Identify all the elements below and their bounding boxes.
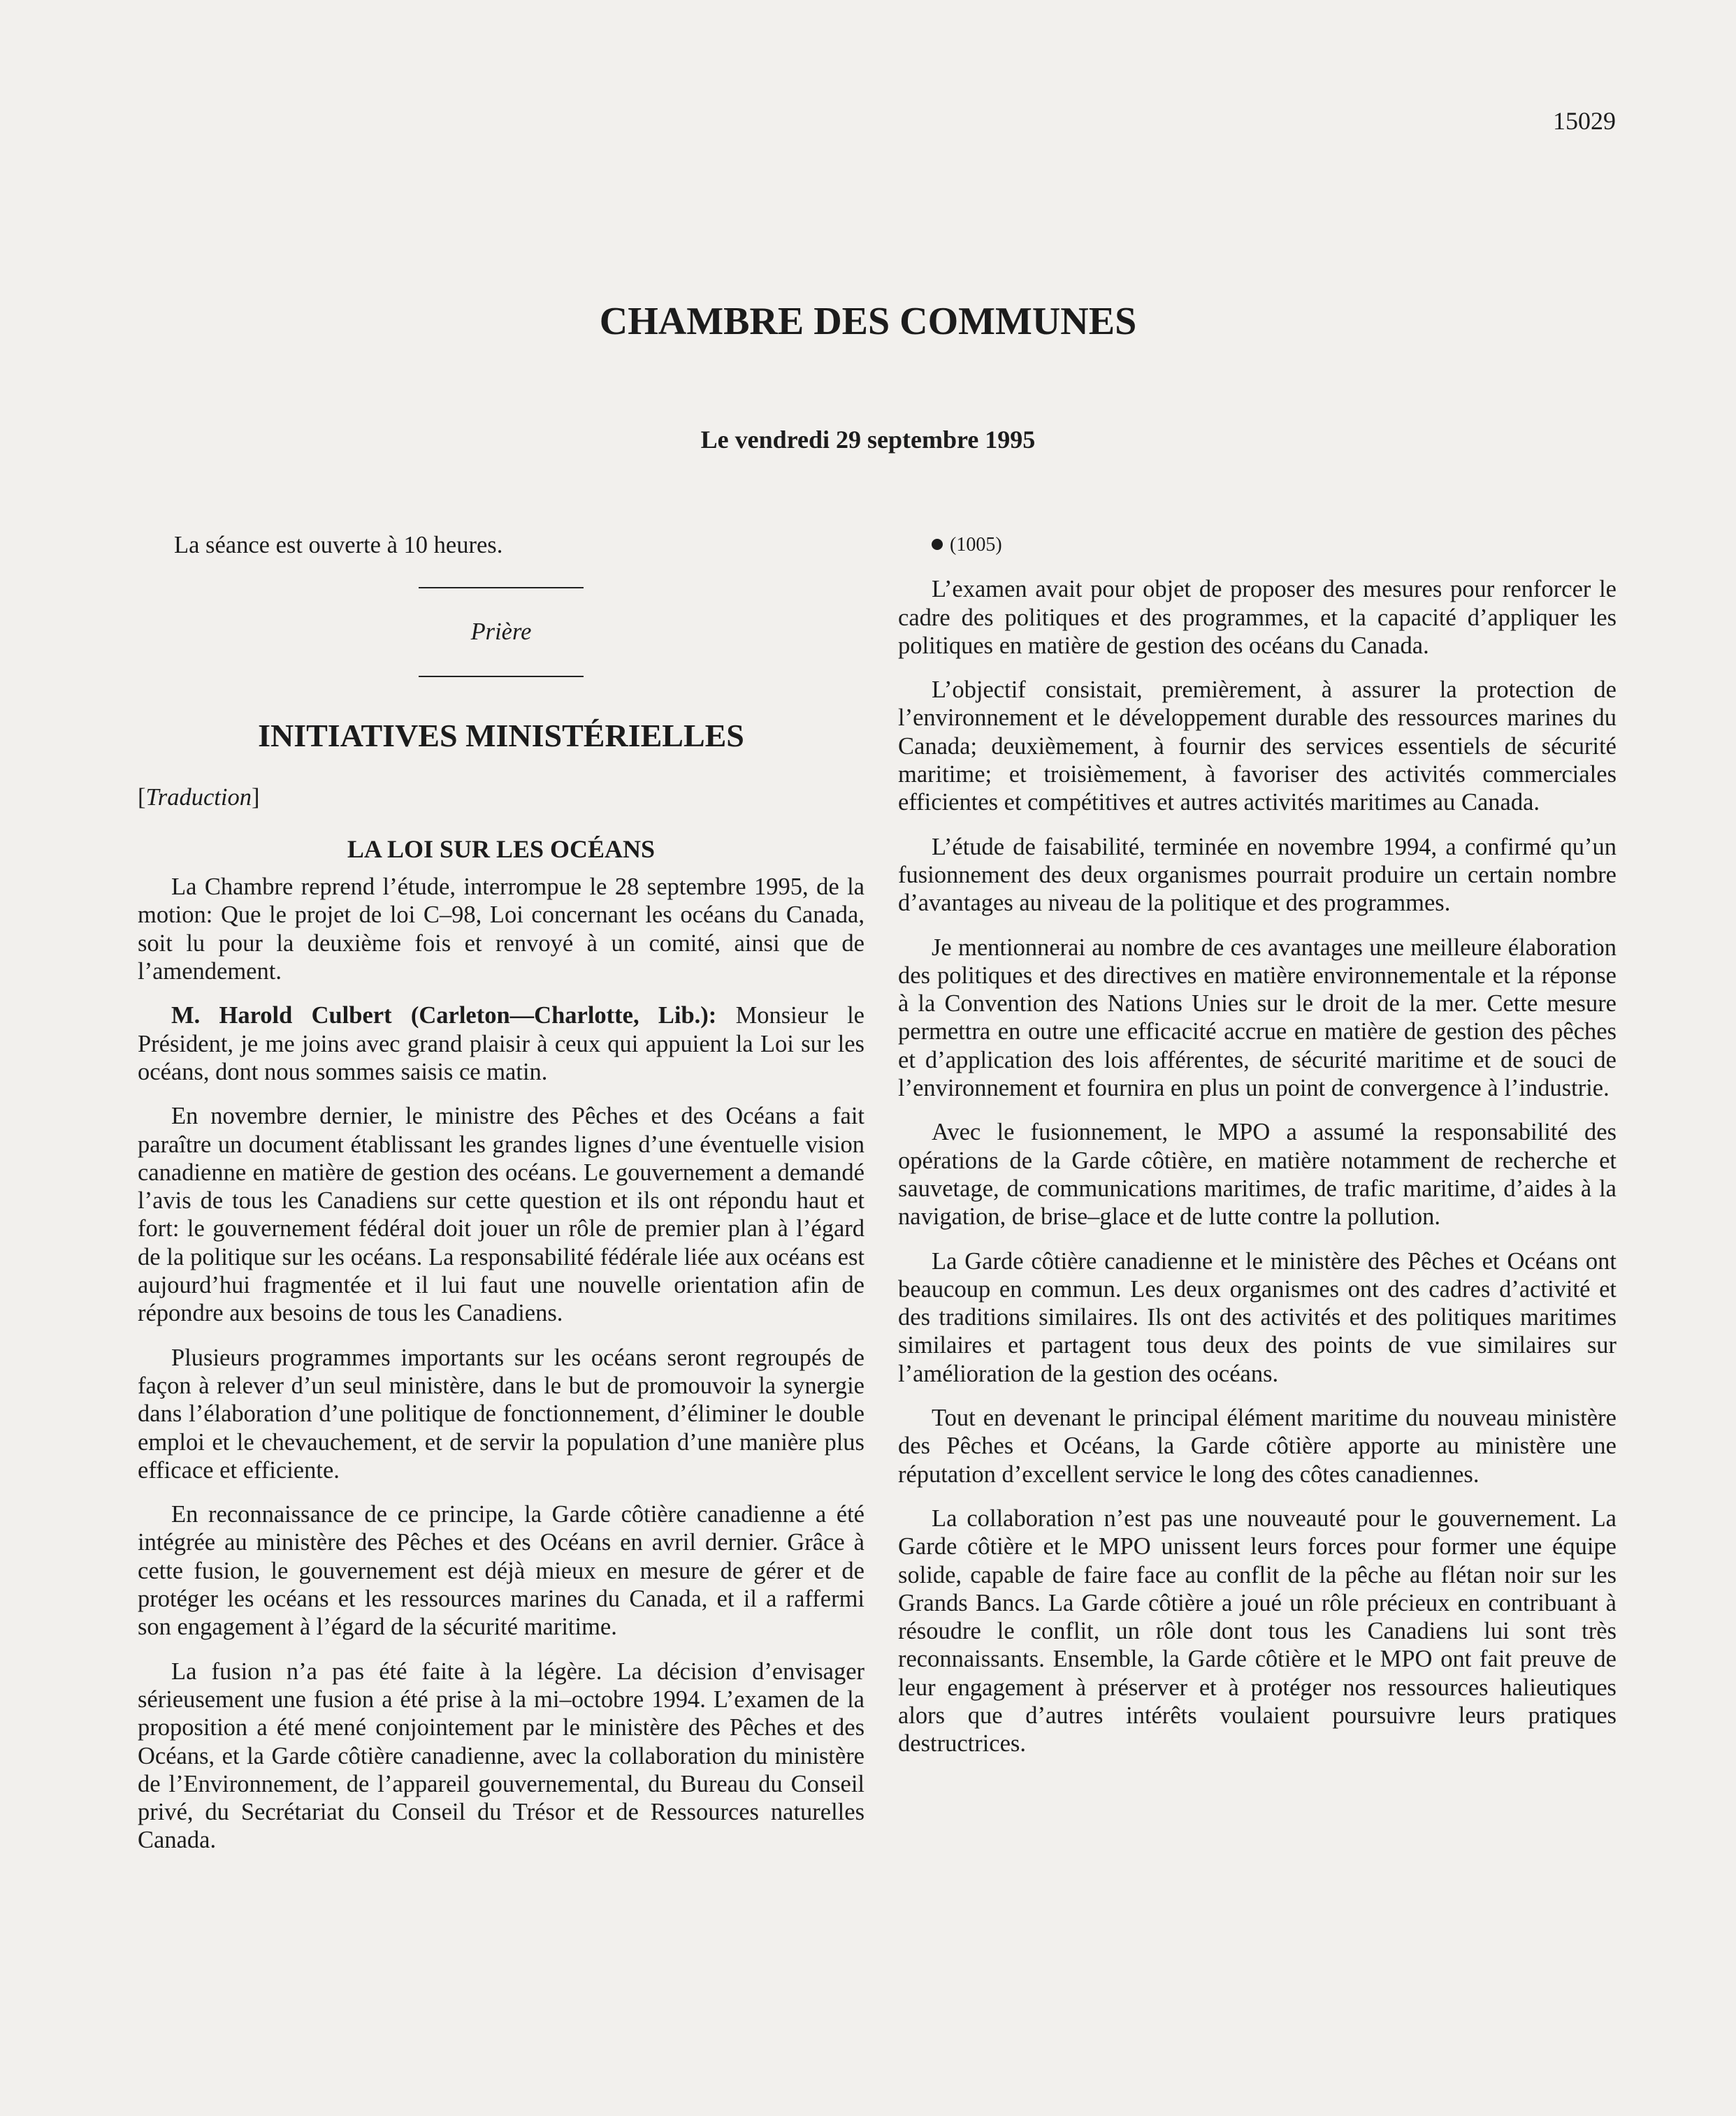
paragraph: La Chambre reprend l’étude, interrompue le 28 septembre 1995, de la motion: Que le projet de loi C–98, Loi concernant les océans du Canada, soit lu pour la deuxième fois et renvoyé à un comité, ainsi que de l’amendement. (138, 874, 865, 985)
sitting-date: Le vendredi 29 septembre 1995 (700, 426, 1036, 454)
paragraph: La Garde côtière canadienne et le ministère des Pêches et Océans ont beaucoup en commun. Les deux organismes ont des cadres d’activité et des traditions similaires. Ils ont des activités et des politiques maritimes similaires et partagent tous deux des points de vue similaires sur l’amélioration de la gestion des océans. (898, 1247, 1616, 1387)
page-number: 15029 (1553, 107, 1616, 135)
paragraph: En novembre dernier, le ministre des Pêches et des Océans a fait paraître un document établissant les grandes lignes d’une éventuelle vision canadienne en matière de gestion des océans. Le gouvernement a demandé l’avis de tous les Canadiens sur cette question et ils ont répondu haut et fort: le gouvernement fédéral doit jouer un rôle de premier plan à l’égard de la politique sur les océans. La responsabilité fédérale liée aux océans est aujourd’hui fragmentée et il lui faut une nouvelle orientation afin de répondre aux besoins de tous les Canadiens. (138, 1103, 865, 1327)
right-column (898, 531, 1616, 1774)
paragraph: La fusion n’a pas été faite à la légère. La décision d’envisager sérieusement une fusion a été prise à la mi–octobre 1994. L’examen de la proposition a été mené conjointement par le ministère des Pêches et des Océans, et la Garde côtière canadienne, avec la collaboration du ministère de l’Environnement, de l’appareil gouvernemental, du Bureau du Conseil privé, du Secrétariat du Conseil du Trésor et de Ressources naturelles Canada. (138, 1658, 865, 1854)
bill-subheading: LA LOI SUR LES OCÉANS (347, 834, 656, 863)
speech-paragraph (138, 1001, 865, 1086)
translation-note-open: [ (138, 783, 146, 811)
prayer-label: Prière (470, 618, 532, 646)
translation-note (138, 783, 865, 811)
divider-rule (419, 587, 584, 588)
paragraph: Je mentionnerai au nombre de ces avantages une meilleure élaboration des politiques et des directives en matière environnementale et la réponse à la Convention des Nations Unies sur le droit de la mer. Cette mesure permettra en outre une efficacité accrue en matière de gestion des pêches et d’application des lois afférentes, de sécurité maritime et de souci de l’environnement et fournira en plus un point de convergence à l’industrie. (898, 934, 1616, 1102)
page-title: CHAMBRE DES COMMUNES (599, 300, 1137, 343)
paragraph: L’objectif consistait, premièrement, à assurer la protection de l’environnement et le développement durable des ressources marines du Canada; deuxièmement, à fournir des services essentiels de sécurité maritime; et troisièmement, à favoriser des activités commerciales efficientes et compétitives et autres activités maritimes au Canada. (898, 676, 1616, 816)
paragraph: En reconnaissance de ce principe, la Garde côtière canadienne a été intégrée au ministère des Pêches et des Océans en avril dernier. Grâce à cette fusion, le gouvernement est déjà mieux en mesure de gérer et de protéger les océans et les ressources marines du Canada, et il a raffermi son engagement à l’égard de la sécurité maritime. (138, 1501, 865, 1641)
timestamp-text: (1005) (950, 534, 1002, 556)
speaker-name: M. Harold Culbert (Carleton—Charlotte, Lib.): (171, 1002, 717, 1029)
left-column (138, 531, 865, 1871)
paragraph: L’examen avait pour objet de proposer des mesures pour renforcer le cadre des politiques et des programmes, et la capacité d’appliquer les politiques en matière de gestion des océans du Canada. (898, 576, 1616, 659)
speech-text: Monsieur le Président, je me joins avec grand plaisir à ceux qui appuient la Loi sur les océans, dont nous sommes saisis ce matin. (138, 1002, 865, 1085)
paragraph: L’étude de faisabilité, terminée en novembre 1994, a confirmé qu’un fusionnement des deux organismes pourrait produire un certain nombre d’avantages au niveau de la politique et des programmes. (898, 833, 1616, 917)
section-heading: INITIATIVES MINISTÉRIELLES (258, 717, 744, 753)
paragraph: La collaboration n’est pas une nouveauté pour le gouvernement. La Garde côtière et le MPO unissent leurs forces pour former une équipe solide, capable de faire face au conflit de la pêche au flétan noir sur les Grands Bancs. La Garde côtière a joué un rôle précieux en contribuant à résoudre le conflit, un rôle dont tous les Canadiens lui sont très reconnaissants. Ensemble, la Garde côtière et le MPO ont fait preuve de leur engagement à préserver et à protéger nos ressources halieutiques alors que d’autres intérêts voulaient poursuivre leurs pratiques destructrices. (898, 1505, 1616, 1758)
paragraph: Avec le fusionnement, le MPO a assumé la responsabilité des opérations de la Garde côtière, en matière notamment de recherche et sauvetage, de communications maritimes, de trafic maritime, d’aides à la navigation, de brise–glace et de lutte contre la pollution. (898, 1119, 1616, 1231)
translation-note-label: Traduction (145, 783, 252, 811)
divider-rule (419, 676, 584, 677)
timestamp (898, 531, 1616, 559)
opening-statement: La séance est ouverte à 10 heures. (174, 532, 503, 558)
paragraph: Plusieurs programmes importants sur les océans seront regroupés de façon à relever d’un seul ministère, dans le but de promouvoir la synergie dans l’élaboration d’une politique de fonctionnement, d’éliminer le double emploi et le chevauchement, et de servir la population d’une manière plus efficace et efficiente. (138, 1344, 865, 1484)
translation-note-close: ] (251, 783, 260, 811)
bullet-icon (932, 539, 943, 550)
paragraph: Tout en devenant le principal élément maritime du nouveau ministère des Pêches et Océans, la Garde côtière apporte au ministère une réputation d’excellent service le long des côtes canadiennes. (898, 1405, 1616, 1488)
